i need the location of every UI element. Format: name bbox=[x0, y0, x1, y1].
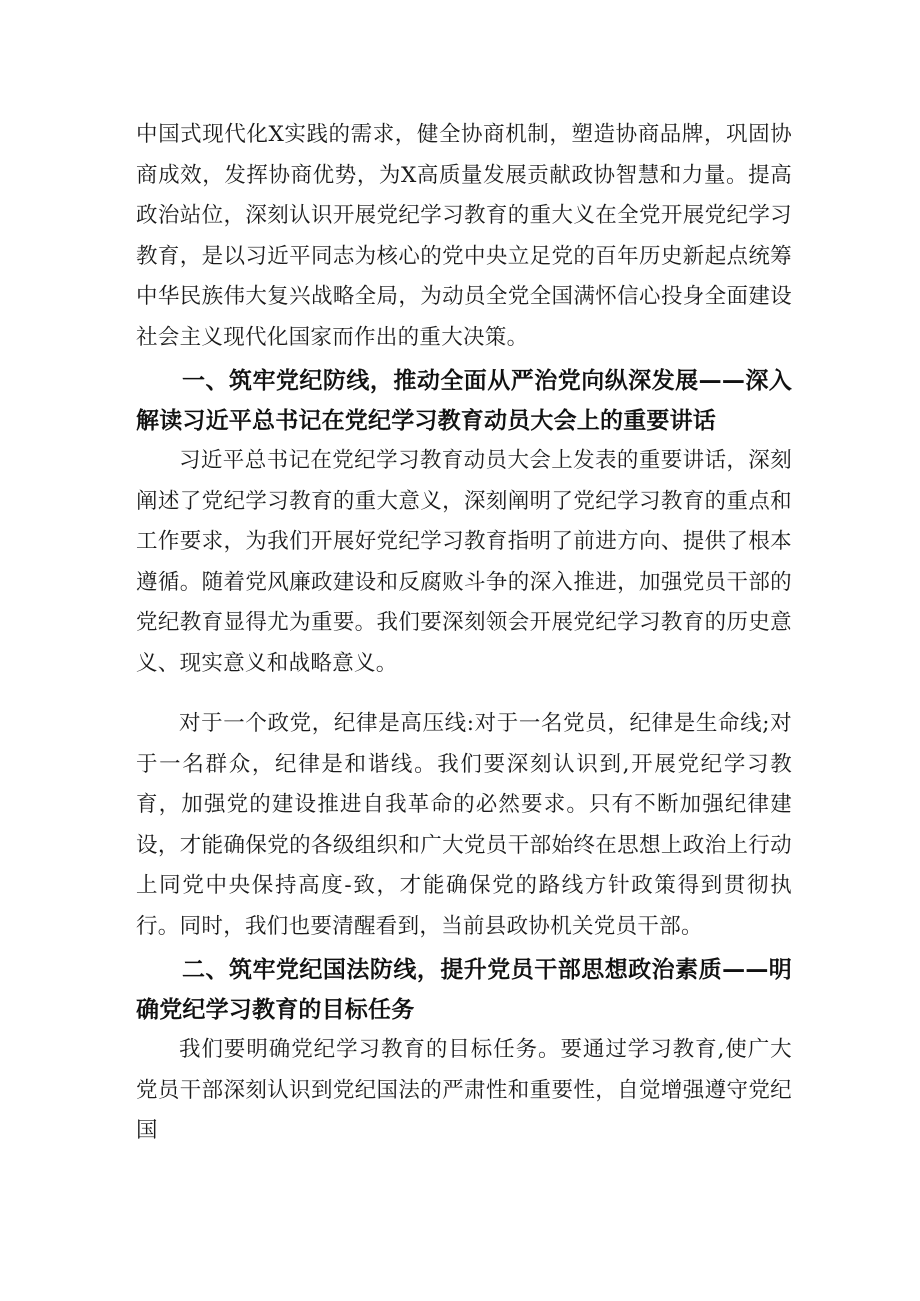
section-heading-2: 二、筑牢党纪国法防线，提升党员干部思想政治素质——明确党纪学习教育的目标任务 bbox=[136, 957, 792, 1023]
paragraph-section1-2: 对于一个政党，纪律是高压线:对于一名党员，纪律是生命线;对于一名群众，纪律是和谐线。我们要深刻认识到,开展党纪学习教育，加强党的建设推进自我革命的必然要求。只有不断加强纪律建设，才能确保党的各级组织和广大党员干部始终在思想上政治上行动上同党中央保持高度-致，才能确保党的路线方针政策得到贯彻执行。同时，我们也要清醒看到，当前县政协机关党员干部。 bbox=[136, 711, 792, 939]
paragraph-section1-1: 习近平总书记在党纪学习教育动员大会上发表的重要讲话，深刻阐述了党纪学习教育的重大意义，深刻阐明了党纪学习教育的重点和工作要求，为我们开展好党纪学习教育指明了前进方向、提供了根本遵循。随着党风廉政建设和反腐败斗争的深入推进，加强党员干部的党纪教育显得尤为重要。我们要深刻领会开展党纪学习教育的历史意义、现实意义和战略意义。 bbox=[136, 448, 792, 676]
paragraph-gap bbox=[136, 684, 792, 704]
document-body bbox=[136, 115, 792, 1152]
section-heading-1: 一、筑牢党纪防线，推动全面从严治党向纵深发展——深入解读习近平总书记在党纪学习教育动员大会上的重要讲话 bbox=[136, 368, 792, 434]
paragraph-intro-continuation: 中国式现代化X实践的需求，健全协商机制，塑造协商品牌，巩固协商成效，发挥协商优势，为X高质量发展贡献政协智慧和力量。提高政治站位，深刻认识开展党纪学习教育的重大义在全党开展党纪学习教育，是以习近平同志为核心的党中央立足党的百年历史新起点统筹中华民族伟大复兴战略全局，为动员全党全国满怀信心投身全面建设社会主义现代化国家而作出的重大决策。 bbox=[136, 122, 792, 350]
paragraph-section2-1: 我们要明确党纪学习教育的目标任务。要通过学习教育,使广大党员干部深刻认识到党纪国法的严肃性和重要性，自觉增强遵守党纪国 bbox=[136, 1037, 792, 1143]
